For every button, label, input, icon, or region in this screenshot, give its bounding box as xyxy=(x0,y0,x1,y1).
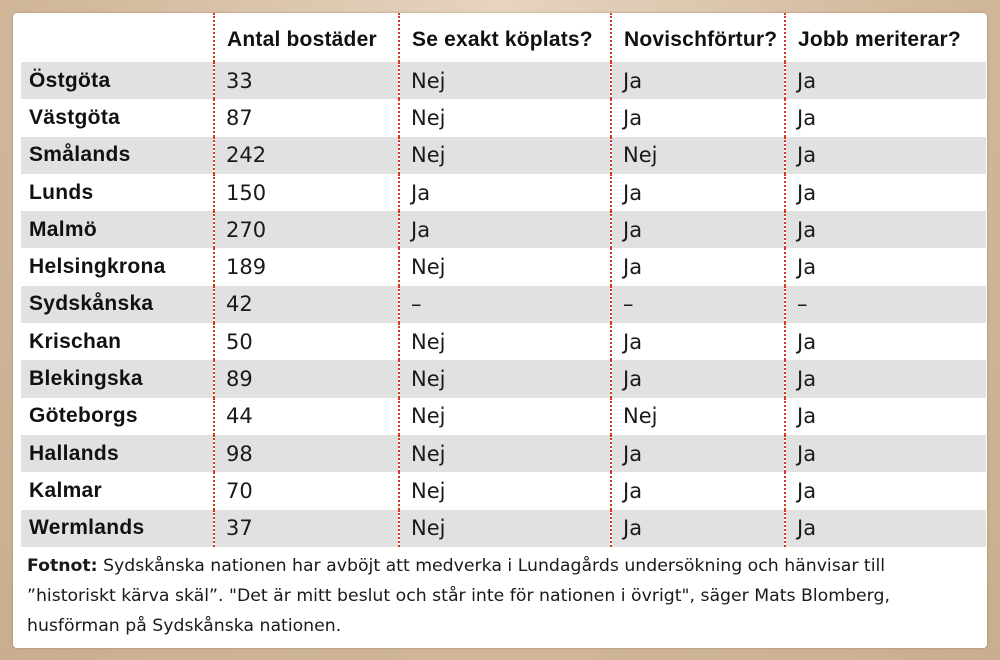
footnote-text: Sydskånska nationen har avböjt att medverka i Lundagårds undersökning och hänvisar till ”historiskt kärva skäl”. "Det är mitt beslut och står inte för nationen i övrigt", säger Mats Blomberg, husförman på Sydskånska nationen. xyxy=(27,556,890,636)
antal-bostader-cell: 189 xyxy=(214,248,399,285)
header-jobb-meriterar: Jobb meriterar? xyxy=(785,13,986,62)
se-exakt-koplats-cell: Nej xyxy=(399,398,611,435)
nation-name-cell: Kalmar xyxy=(21,472,214,509)
novischfortur-cell: Ja xyxy=(611,360,785,397)
se-exakt-koplats-cell: Nej xyxy=(399,137,611,174)
jobb-meriterar-cell: Ja xyxy=(785,323,986,360)
jobb-meriterar-cell: – xyxy=(785,286,986,323)
table-row xyxy=(21,211,986,248)
novischfortur-cell: Ja xyxy=(611,174,785,211)
table-row xyxy=(21,323,986,360)
se-exakt-koplats-cell: Nej xyxy=(399,323,611,360)
antal-bostader-cell: 33 xyxy=(214,62,399,99)
nation-name-cell: Malmö xyxy=(21,211,214,248)
antal-bostader-cell: 270 xyxy=(214,211,399,248)
se-exakt-koplats-cell: Nej xyxy=(399,510,611,547)
antal-bostader-cell: 50 xyxy=(214,323,399,360)
table-row xyxy=(21,435,986,472)
nation-name-cell: Västgöta xyxy=(21,99,214,136)
nation-name-cell: Göteborgs xyxy=(21,398,214,435)
se-exakt-koplats-cell: Ja xyxy=(399,174,611,211)
footnote xyxy=(27,551,977,641)
table-row xyxy=(21,510,986,547)
jobb-meriterar-cell: Ja xyxy=(785,211,986,248)
se-exakt-koplats-cell: Ja xyxy=(399,211,611,248)
table-header-row xyxy=(21,13,986,62)
novischfortur-cell: Ja xyxy=(611,435,785,472)
novischfortur-cell: Ja xyxy=(611,323,785,360)
jobb-meriterar-cell: Ja xyxy=(785,360,986,397)
jobb-meriterar-cell: Ja xyxy=(785,62,986,99)
table-row xyxy=(21,286,986,323)
nation-name-cell: Krischan xyxy=(21,323,214,360)
header-antal-bostader: Antal bostäder xyxy=(214,13,399,62)
table-row xyxy=(21,137,986,174)
nation-name-cell: Blekingska xyxy=(21,360,214,397)
nation-name-cell: Sydskånska xyxy=(21,286,214,323)
nation-name-cell: Helsingkrona xyxy=(21,248,214,285)
antal-bostader-cell: 98 xyxy=(214,435,399,472)
jobb-meriterar-cell: Ja xyxy=(785,472,986,509)
nation-name-cell: Hallands xyxy=(21,435,214,472)
novischfortur-cell: Ja xyxy=(611,62,785,99)
antal-bostader-cell: 89 xyxy=(214,360,399,397)
nation-name-cell: Wermlands xyxy=(21,510,214,547)
novischfortur-cell: – xyxy=(611,286,785,323)
table-row xyxy=(21,62,986,99)
antal-bostader-cell: 150 xyxy=(214,174,399,211)
antal-bostader-cell: 87 xyxy=(214,99,399,136)
antal-bostader-cell: 37 xyxy=(214,510,399,547)
jobb-meriterar-cell: Ja xyxy=(785,99,986,136)
novischfortur-cell: Ja xyxy=(611,99,785,136)
novischfortur-cell: Ja xyxy=(611,248,785,285)
jobb-meriterar-cell: Ja xyxy=(785,248,986,285)
table-row xyxy=(21,360,986,397)
table-row xyxy=(21,248,986,285)
novischfortur-cell: Ja xyxy=(611,510,785,547)
header-novischfortur: Novischförtur? xyxy=(611,13,785,62)
jobb-meriterar-cell: Ja xyxy=(785,435,986,472)
nations-table xyxy=(21,13,986,547)
se-exakt-koplats-cell: Nej xyxy=(399,435,611,472)
jobb-meriterar-cell: Ja xyxy=(785,174,986,211)
table-card xyxy=(13,13,987,648)
novischfortur-cell: Nej xyxy=(611,137,785,174)
table-row xyxy=(21,398,986,435)
table-body xyxy=(21,62,986,547)
se-exakt-koplats-cell: Nej xyxy=(399,360,611,397)
antal-bostader-cell: 42 xyxy=(214,286,399,323)
jobb-meriterar-cell: Ja xyxy=(785,398,986,435)
table-row xyxy=(21,99,986,136)
se-exakt-koplats-cell: Nej xyxy=(399,248,611,285)
nation-name-cell: Lunds xyxy=(21,174,214,211)
nation-name-cell: Östgöta xyxy=(21,62,214,99)
novischfortur-cell: Ja xyxy=(611,472,785,509)
se-exakt-koplats-cell: – xyxy=(399,286,611,323)
novischfortur-cell: Nej xyxy=(611,398,785,435)
antal-bostader-cell: 242 xyxy=(214,137,399,174)
jobb-meriterar-cell: Ja xyxy=(785,137,986,174)
table-row xyxy=(21,472,986,509)
footnote-label: Fotnot: xyxy=(27,556,98,576)
table-row xyxy=(21,174,986,211)
nation-name-cell: Smålands xyxy=(21,137,214,174)
se-exakt-koplats-cell: Nej xyxy=(399,99,611,136)
antal-bostader-cell: 70 xyxy=(214,472,399,509)
jobb-meriterar-cell: Ja xyxy=(785,510,986,547)
header-se-exakt-koplats: Se exakt köplats? xyxy=(399,13,611,62)
header-nation xyxy=(21,13,214,62)
novischfortur-cell: Ja xyxy=(611,211,785,248)
se-exakt-koplats-cell: Nej xyxy=(399,472,611,509)
antal-bostader-cell: 44 xyxy=(214,398,399,435)
se-exakt-koplats-cell: Nej xyxy=(399,62,611,99)
